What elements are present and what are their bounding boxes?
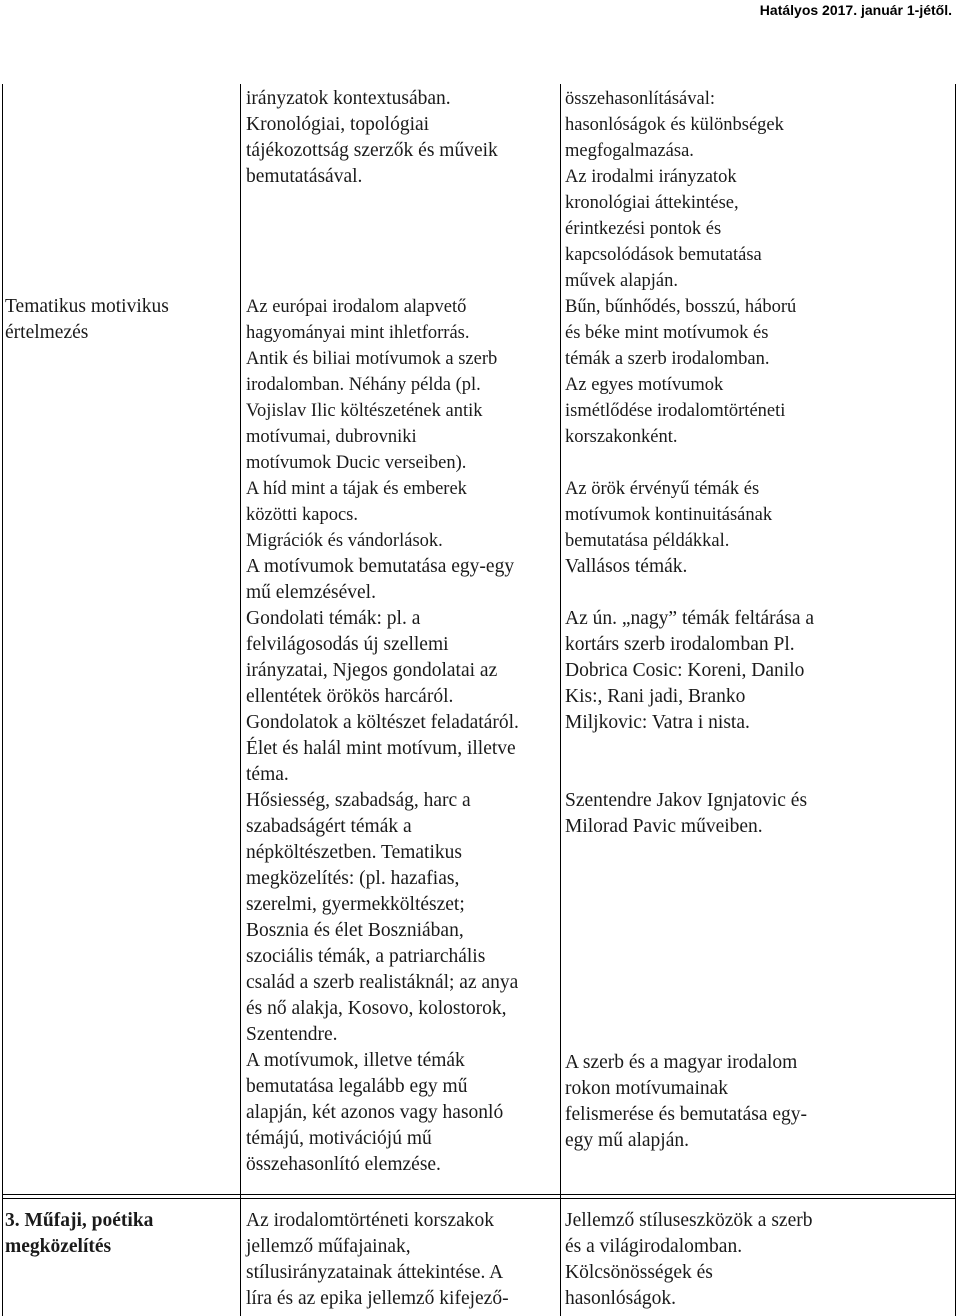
cell-r1-c2-b0: Az európai irodalom alapvető hagyományai mint ihletforrás. Antik és biliai motívumok a szerb irodalomban. Néhány példa (pl. Vojislav Ilic költészetének antik motívumai, dubrovniki motívumok Ducic verseiben). A híd mint a tájak és emberek közötti kapocs. Migrációk és vándorlások. [246, 297, 498, 551]
table-divider-1 [240, 84, 241, 1316]
cell-r1-c3-b1: Az örök érvényű témák és motívumok kontinuitásának bemutatása példákkal. [565, 479, 773, 551]
cell-r1-c3-b3: Az ún. „nagy” témák feltárása a kortárs szerb irodalomban Pl. Dobrica Cosic: Koreni, Danilo Kis:, Rani jadi, Branko Miljkovic: Vatra i nista. [565, 608, 815, 733]
cell-r1-c1-b0: Tematikus motivikus értelmezés [5, 296, 169, 343]
row-separator [2, 1194, 956, 1195]
table-border-right [955, 84, 956, 1316]
row-separator-lower [2, 1198, 956, 1199]
cell-r1-c3-b2: Vallásos témák. [565, 556, 688, 577]
cell-r1-c3-b5: A szerb és a magyar irodalom rokon motívumainak felismerése és bemutatása egy- egy mű alapján. [565, 1052, 808, 1151]
cell-r1-c3-b0: Bűn, bűnhődés, bosszú, háború és béke mint motívumok és témák a szerb irodalomban. Az egyes motívumok ismétlődése irodalomtörténeti korszakonként. [565, 297, 797, 447]
cell-r2-c2-b0: Az irodalomtörténeti korszakok jellemző műfajainak, stílusirányzatainak áttekintése. A líra és az epika jellemző kifejező- [246, 1210, 509, 1309]
page-header: Hatályos 2017. január 1-jétől. [759, 2, 952, 18]
cell-r1-c3-b4: Szentendre Jakov Ignjatovic és Milorad Pavic műveiben. [565, 790, 808, 837]
cell-r0-c3-b0: összehasonlításával: hasonlóságok és különbségek megfogalmazása. Az irodalmi irányzatok kronológiai áttekintése, érintkezési pontok és kapcsolódások bemutatása művek alapján. [565, 89, 784, 291]
cell-r2-c1-b0: 3. Műfaji, poétika megközelítés [5, 1210, 154, 1257]
cell-r2-c3-b0: Jellemző stíluseszközök a szerb és a világirodalomban. Kölcsönösségek és hasonlóságok. [565, 1210, 813, 1309]
table-divider-2 [560, 84, 561, 1316]
table-border-left [2, 84, 3, 1316]
cell-r0-c2-b0: irányzatok kontextusában. Kronológiai, topológiai tájékozottság szerzők és műveik bemutatásával. [246, 88, 498, 187]
cell-r1-c2-b1: A motívumok bemutatása egy-egy mű elemzésével. Gondolati témák: pl. a felvilágosodás új szellemi irányzatai, Njegos gondolatai az ellentétek örökös harcáról. Gondolatok a költészet feladatáról. Élet és halál mint motívum, illetve téma. Hősiesség, szabadság, harc a szabadságért témák a népköltészetben. Tematikus megközelítés: (pl. hazafias, szerelmi, gyermekköltészet; Bosznia és élet Boszniában, szociális témák, a patriarchális család a szerb realistáknál; az anya és nő alakja, Kosovo, kolostorok, Szentendre. A motívumok, illetve témák bemutatása legalább egy mű alapján, két azonos vagy hasonló témájú, motivációjú mű összehasonlító elemzése. [246, 556, 519, 1175]
